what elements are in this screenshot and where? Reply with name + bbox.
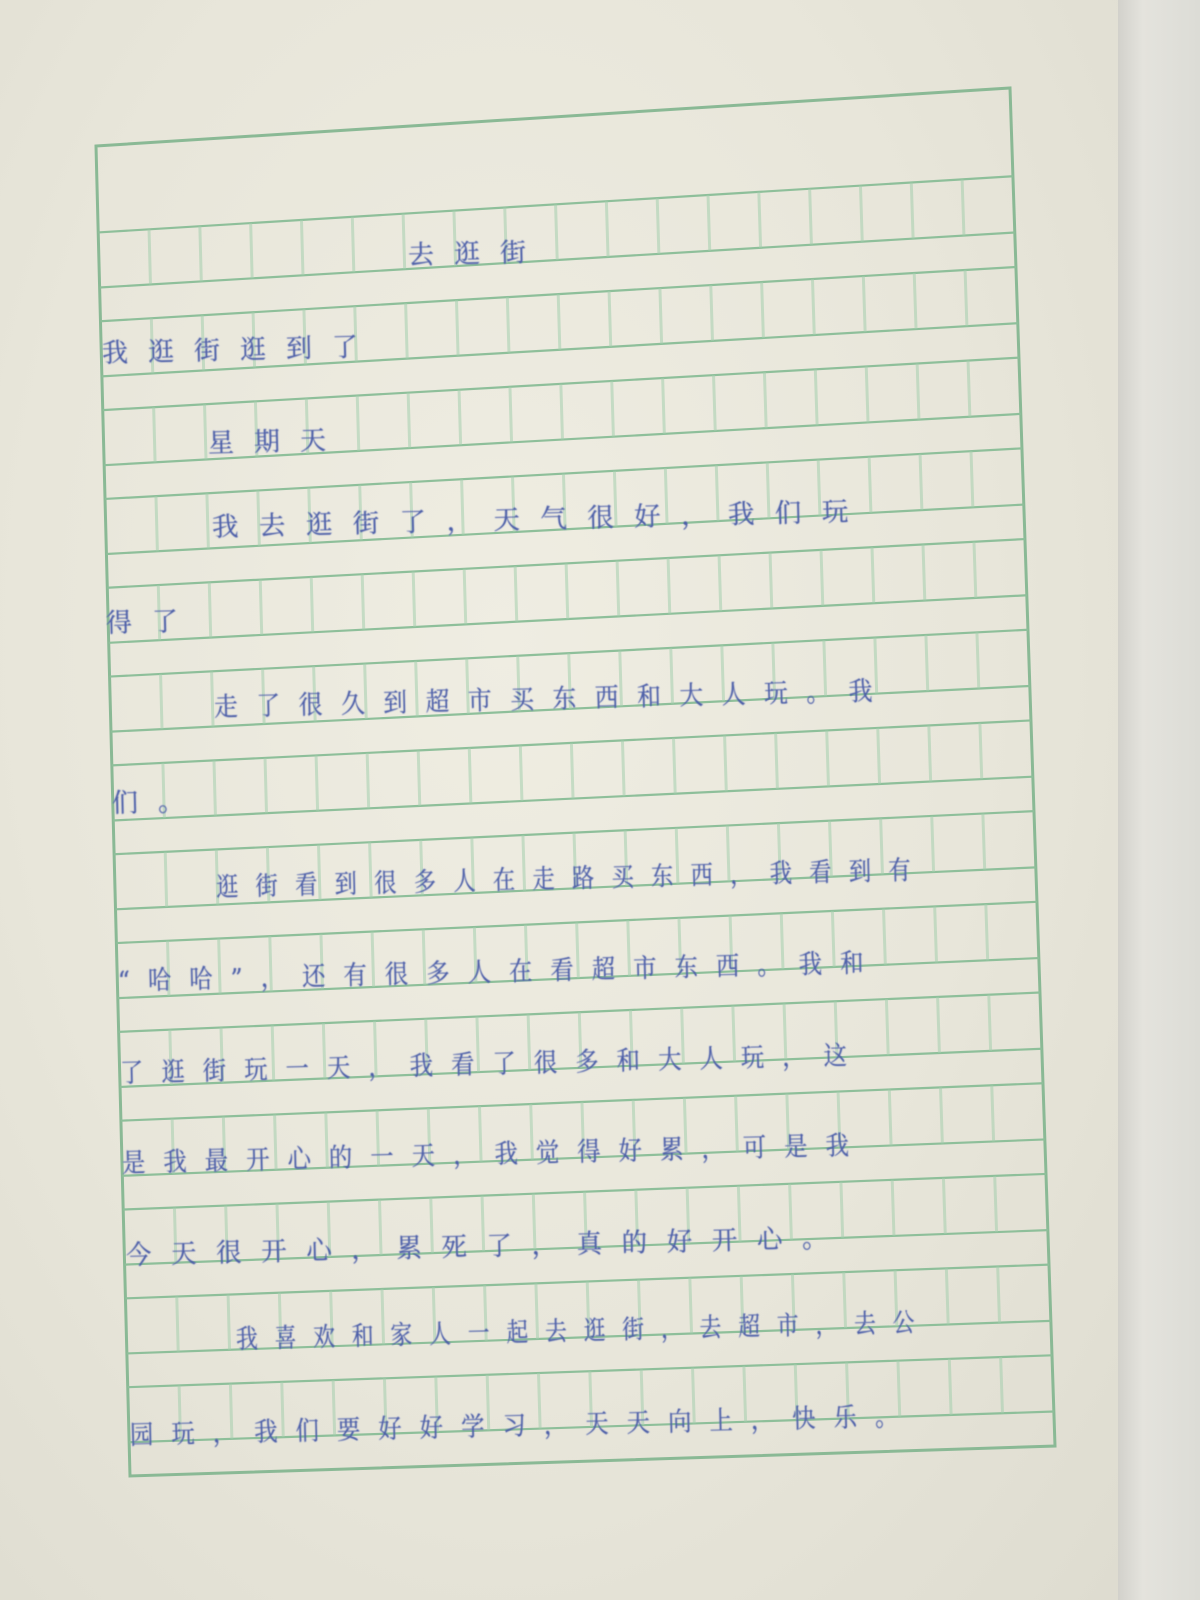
grid-cell-divider <box>316 755 318 810</box>
grid-cell-divider <box>998 1266 1000 1322</box>
grid-cell-divider <box>995 1176 997 1232</box>
essay-line: 今天很开心，累死了，真的好开心。 <box>125 1223 848 1271</box>
grid-cell-divider <box>606 201 608 257</box>
grid-cell-divider <box>986 904 988 960</box>
grid-cell-divider <box>711 285 713 341</box>
essay-line: 我去逛街了，天气很好，我们玩 <box>211 496 870 543</box>
grid-cell-divider <box>941 1087 943 1143</box>
essay-line: 园玩，我们要好好学习，天天向上，快乐。 <box>129 1401 917 1451</box>
grid-cell-divider <box>657 198 659 254</box>
grid-cell-divider <box>622 740 624 796</box>
grid-cell-divider <box>674 738 676 794</box>
grid-cell-divider <box>464 569 466 625</box>
grid-cell-divider <box>920 454 922 510</box>
grid-cell-divider <box>943 1178 945 1234</box>
grid-cell-divider <box>403 214 405 269</box>
essay-line: 得了 <box>105 606 199 639</box>
grid-cell-divider <box>456 300 458 356</box>
grid-cell-divider <box>558 294 560 350</box>
grid-cell-divider <box>520 745 522 801</box>
grid-cell-divider <box>177 1296 178 1351</box>
grid-cell-divider <box>992 1085 994 1141</box>
grid-cell-divider <box>200 226 201 281</box>
grid-cell-divider <box>962 179 964 235</box>
grid-cell-divider <box>406 303 408 358</box>
grid-cell-divider <box>418 750 420 805</box>
grid-cell-divider <box>719 555 721 611</box>
grid-cell-divider <box>949 1359 951 1415</box>
grid-cell-divider <box>352 217 354 272</box>
grid-cell-divider <box>362 574 364 629</box>
grid-cell-divider <box>983 814 985 870</box>
grid-cell-divider <box>367 753 369 808</box>
grid-cell-divider <box>561 384 563 440</box>
essay-line: 是我最开心的一天，我觉得好累，可是我 <box>121 1130 868 1179</box>
grid-cell-divider <box>311 577 313 632</box>
grid-cell-divider <box>660 288 662 344</box>
grid-cell-divider <box>892 1180 894 1236</box>
grid-cell-divider <box>260 580 261 635</box>
grid-cell-divider <box>827 730 829 786</box>
grid-cell-divider <box>884 909 886 965</box>
grid-cell-divider <box>228 1295 229 1350</box>
grid-cell-divider <box>571 743 573 799</box>
grid-cell-divider <box>714 375 716 431</box>
grid-cell-divider <box>725 735 727 791</box>
grid-cell-divider <box>507 297 509 353</box>
grid-cell-divider <box>929 725 931 781</box>
essay-line: 走了很久到超市买东西和大人玩。我 <box>213 676 892 723</box>
grid-cell-divider <box>971 451 973 507</box>
grid-cell-divider <box>980 723 982 779</box>
grid-cell-divider <box>917 363 919 419</box>
grid-cell-divider <box>469 748 471 804</box>
grid-cell-divider <box>413 572 415 627</box>
grid-cell-divider <box>663 378 665 434</box>
grid-cell-divider <box>923 544 925 600</box>
grid-cell-divider <box>762 282 764 338</box>
grid-cell-divider <box>357 396 359 451</box>
grid-cell-divider <box>860 186 862 242</box>
grid-cell-divider <box>1001 1357 1003 1413</box>
grid-cell-divider <box>810 189 812 245</box>
grid-cell-divider <box>265 758 266 813</box>
grid-cell-divider <box>459 390 461 446</box>
grid-cell-divider <box>205 404 206 459</box>
grid-cell-divider <box>926 635 928 691</box>
grid-cell-divider <box>770 553 772 609</box>
essay-line: 逛街看到很多人在走路买东西，我看到有 <box>215 855 929 903</box>
grid-cell-divider <box>149 229 150 284</box>
grid-cell-divider <box>872 547 874 603</box>
essay-title: 去逛街 <box>407 237 547 271</box>
grid-cell-divider <box>938 997 940 1053</box>
grid-cell-divider <box>214 760 215 815</box>
grid-cell-divider <box>408 393 410 448</box>
grid-cell-divider <box>812 279 814 335</box>
grid-cell-divider <box>815 369 817 425</box>
grid-cell-divider <box>154 407 155 462</box>
grid-cell-divider <box>989 995 991 1051</box>
grid-cell-divider <box>301 220 303 275</box>
grid-cell-divider <box>566 563 568 619</box>
grid-cell-divider <box>911 183 913 239</box>
grid-cell-divider <box>977 632 979 688</box>
essay-line: 们。 <box>111 786 205 819</box>
essay-line: “哈哈”，还有很多人在看超市东西。我和 <box>117 948 882 997</box>
grid-cell-divider <box>617 561 619 617</box>
grid-cell-divider <box>764 372 766 428</box>
grid-cell-divider <box>708 195 710 251</box>
grid-cell-divider <box>863 276 865 332</box>
grid-cell-divider <box>251 223 252 278</box>
grid-cell-divider <box>869 457 871 513</box>
grid-cell-divider <box>932 816 934 872</box>
grid-cell-divider <box>965 270 967 326</box>
grid-cell-divider <box>612 381 614 437</box>
grid-cell-divider <box>156 496 157 551</box>
grid-cell-divider <box>878 728 880 784</box>
background-surface <box>1118 0 1200 1600</box>
grid-cell-divider <box>776 733 778 789</box>
grid-cell-divider <box>759 192 761 248</box>
grid-cell-divider <box>165 852 166 907</box>
grid-cell-divider <box>889 1089 891 1145</box>
grid-cell-divider <box>515 566 517 622</box>
grid-cell-divider <box>914 273 916 329</box>
grid-cell-divider <box>974 542 976 598</box>
grid-cell-divider <box>207 493 208 548</box>
grid-cell-divider <box>668 558 670 614</box>
grid-cell-divider <box>510 387 512 443</box>
grid-cell-divider <box>886 999 888 1055</box>
essay-line: 我喜欢和家人一起去逛街，去超市，去公 <box>235 1308 932 1355</box>
grid-cell-divider <box>968 361 970 417</box>
grid-cell-divider <box>946 1268 948 1324</box>
author-line: 星期天 <box>207 425 347 459</box>
grid-cell-divider <box>209 582 210 637</box>
grid-cell-divider <box>935 906 937 962</box>
grid-cell-divider <box>821 550 823 606</box>
essay-line: 了逛街玩一天，我看了很多和大人玩，这 <box>119 1040 866 1089</box>
grid-cell-divider <box>609 291 611 347</box>
grid-cell-divider <box>866 366 868 422</box>
grid-cell-divider <box>161 674 162 729</box>
grid-cell-divider <box>556 204 558 260</box>
essay-line: 我逛街逛到了 <box>101 332 379 369</box>
